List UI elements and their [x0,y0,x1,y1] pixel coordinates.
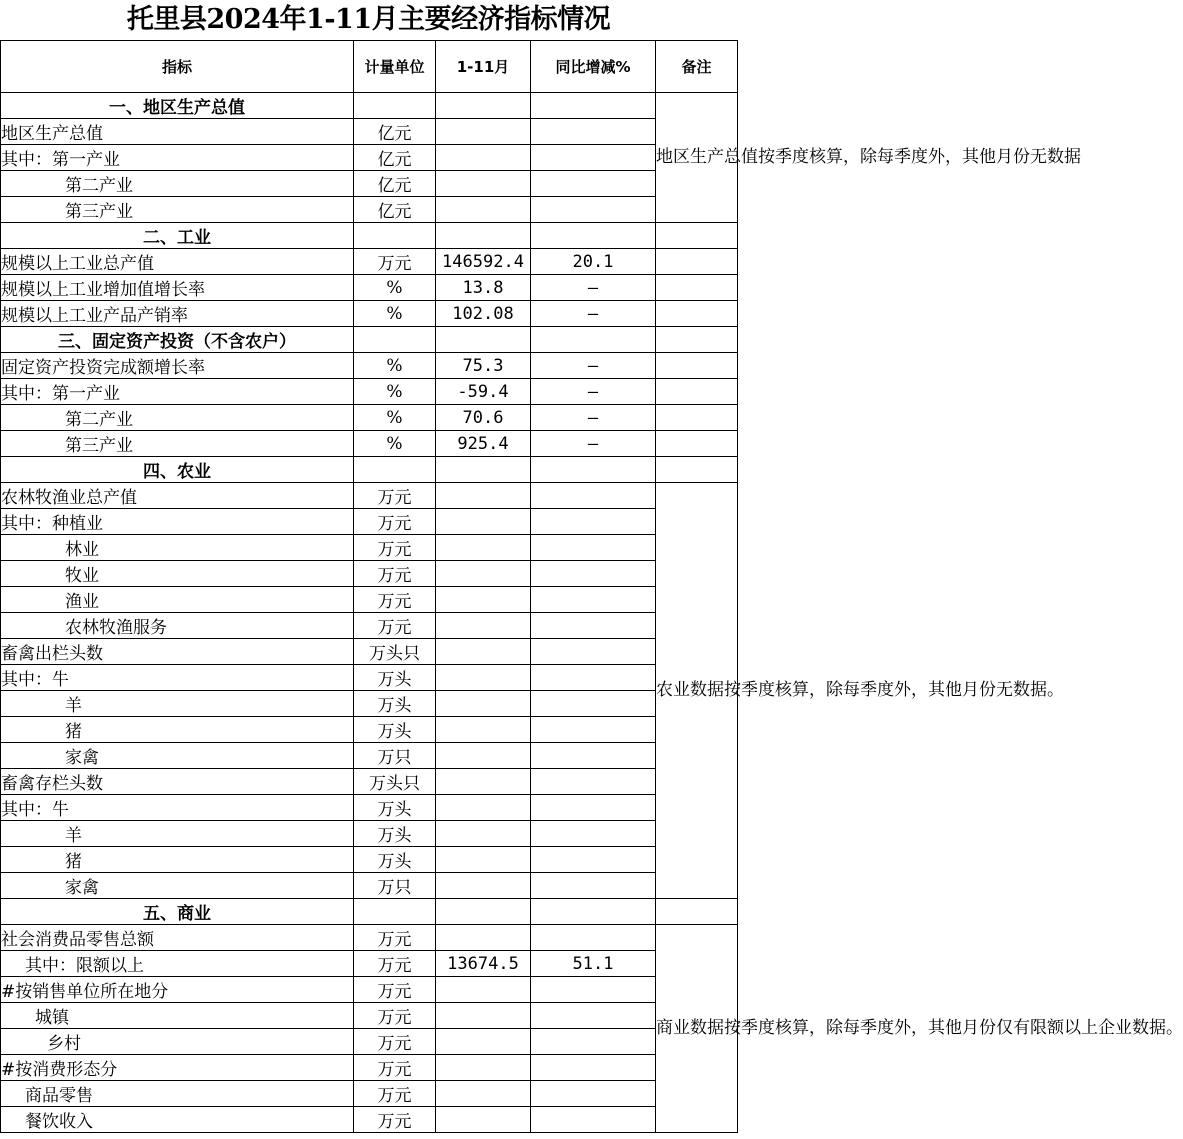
table-row [1,587,738,613]
row-value: 13.8 [436,275,531,301]
row-value: 925.4 [436,431,531,457]
row-unit: 万元 [354,1029,436,1055]
table-row [1,795,738,821]
table-row [1,119,738,145]
row-name: 固定资产投资完成额增长率 [1,353,354,379]
row-name: 第二产业 [1,405,354,431]
table-row [1,821,738,847]
row-unit: 万元 [354,977,436,1003]
row-name: 羊 [1,821,354,847]
row-unit: 亿元 [354,145,436,171]
section-investment: 三、固定资产投资（不含农户） [1,327,354,353]
table-row [1,353,738,379]
row-unit: 万头 [354,847,436,873]
table-row [1,535,738,561]
row-unit: 亿元 [354,171,436,197]
row-unit: 万元 [354,1107,436,1133]
row-unit: % [354,275,436,301]
table-row [1,691,738,717]
row-yoy: — [531,379,656,405]
row-name: 农林牧渔服务 [1,613,354,639]
table-row [1,639,738,665]
header-yoy: 同比增减% [531,41,656,93]
row-name: 其中：牛 [1,665,354,691]
table-row [1,379,738,405]
row-name: 家禽 [1,743,354,769]
section-row [1,899,738,925]
header-period: 1-11月 [436,41,531,93]
note-commerce: 商业数据按季度核算，除每季度外，其他月份仅有限额以上企业数据。 [656,925,738,1133]
note-gdp: 地区生产总值按季度核算，除每季度外，其他月份无数据 [656,93,738,223]
row-name: 畜禽出栏头数 [1,639,354,665]
row-name: 猪 [1,847,354,873]
table-row [1,847,738,873]
section-agriculture: 四、农业 [1,457,354,483]
row-unit: 万元 [354,483,436,509]
row-name: #按消费形态分 [1,1055,354,1081]
table-row [1,509,738,535]
table-row [1,197,738,223]
row-value: 70.6 [436,405,531,431]
table-row [1,1003,738,1029]
table-row [1,405,738,431]
row-name: 规模以上工业总产值 [1,249,354,275]
table-row [1,743,738,769]
row-value: 75.3 [436,353,531,379]
row-unit: 万元 [354,509,436,535]
row-name: 第三产业 [1,197,354,223]
row-name: 地区生产总值 [1,119,354,145]
row-unit: 万头 [354,665,436,691]
table-row [1,431,738,457]
row-unit: 万头 [354,717,436,743]
row-name: 社会消费品零售总额 [1,925,354,951]
row-yoy: — [531,405,656,431]
section-row [1,457,738,483]
table-row [1,275,738,301]
row-unit: 万元 [354,1003,436,1029]
row-name: 其中：第一产业 [1,145,354,171]
row-unit: 万元 [354,613,436,639]
row-name: 其中：种植业 [1,509,354,535]
page-title: 托里县2024年1-11月主要经济指标情况 [126,4,611,35]
row-name: 餐饮收入 [1,1107,354,1133]
row-unit: 万头只 [354,769,436,795]
section-row [1,93,738,119]
row-name: 畜禽存栏头数 [1,769,354,795]
section-gdp: 一、地区生产总值 [1,93,354,119]
row-unit: 万头 [354,821,436,847]
row-name: 羊 [1,691,354,717]
table-row [1,301,738,327]
row-unit: 万头 [354,691,436,717]
row-value: 13674.5 [436,951,531,977]
row-name: 渔业 [1,587,354,613]
row-name: 规模以上工业增加值增长率 [1,275,354,301]
row-name: 猪 [1,717,354,743]
section-row [1,327,738,353]
row-unit: 万元 [354,925,436,951]
row-unit: 万只 [354,873,436,899]
row-name: 牧业 [1,561,354,587]
indicator-table [0,40,1183,1133]
row-unit: % [354,379,436,405]
row-unit: 万元 [354,561,436,587]
row-unit: 万元 [354,249,436,275]
row-unit: 万元 [354,1081,436,1107]
table-row [1,1081,738,1107]
header-row [1,41,738,93]
row-yoy: — [531,275,656,301]
table-row [1,769,738,795]
row-yoy: — [531,431,656,457]
table-row [1,1029,738,1055]
row-name: 规模以上工业产品产销率 [1,301,354,327]
table-row [1,951,738,977]
row-name: 林业 [1,535,354,561]
row-unit: 万元 [354,587,436,613]
row-yoy: — [531,353,656,379]
table-row [1,561,738,587]
table-row [1,925,738,951]
row-name: 其中：第一产业 [1,379,354,405]
section-commerce: 五、商业 [1,899,354,925]
row-yoy: 51.1 [531,951,656,977]
row-name: 第二产业 [1,171,354,197]
table-row [1,665,738,691]
row-name: 其中：限额以上 [1,951,354,977]
row-unit: % [354,353,436,379]
row-unit: 万头 [354,795,436,821]
table-row [1,249,738,275]
header-note: 备注 [656,41,738,93]
row-unit: 万元 [354,951,436,977]
row-name: 其中：牛 [1,795,354,821]
table-row [1,717,738,743]
table-row [1,977,738,1003]
table-row [1,1055,738,1081]
section-row [1,223,738,249]
row-unit: % [354,405,436,431]
table-row [1,873,738,899]
row-unit: % [354,301,436,327]
row-name: 第三产业 [1,431,354,457]
row-name: 家禽 [1,873,354,899]
row-name: 城镇 [1,1003,354,1029]
table-row [1,1107,738,1133]
row-name: #按销售单位所在地分 [1,977,354,1003]
row-unit: 亿元 [354,197,436,223]
header-indicator: 指标 [1,41,354,93]
row-unit: 万只 [354,743,436,769]
table-row [1,145,738,171]
row-yoy: — [531,301,656,327]
table-row [1,171,738,197]
row-value: 102.08 [436,301,531,327]
row-name: 农林牧渔业总产值 [1,483,354,509]
section-industry: 二、工业 [1,223,354,249]
row-unit: % [354,431,436,457]
row-unit: 万头只 [354,639,436,665]
header-unit: 计量单位 [354,41,436,93]
row-value: -59.4 [436,379,531,405]
row-yoy: 20.1 [531,249,656,275]
table-row [1,483,738,509]
row-unit: 亿元 [354,119,436,145]
row-name: 商品零售 [1,1081,354,1107]
row-unit: 万元 [354,1055,436,1081]
row-name: 乡村 [1,1029,354,1055]
table-row [1,613,738,639]
note-agriculture: 农业数据按季度核算，除每季度外，其他月份无数据。 [656,483,738,899]
row-value: 146592.4 [436,249,531,275]
row-unit: 万元 [354,535,436,561]
